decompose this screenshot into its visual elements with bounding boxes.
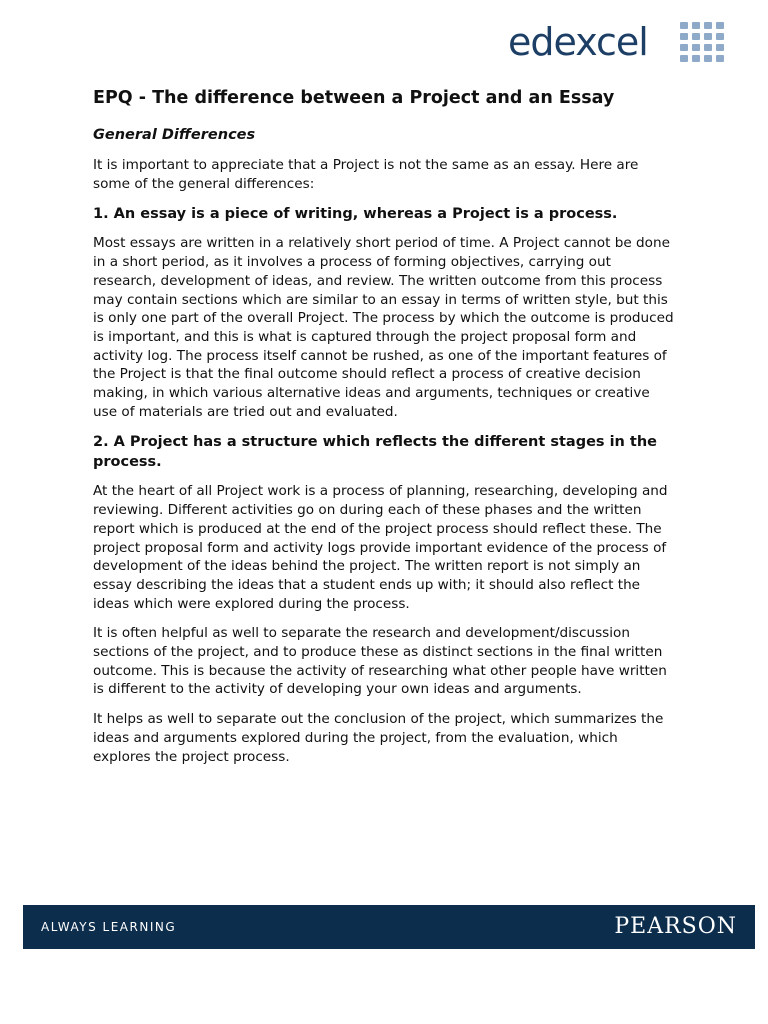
document-title: EPQ - The difference between a Project and an Essay [93, 88, 615, 108]
always-learning-tagline: ALWAYS LEARNING [41, 920, 177, 934]
document-body [93, 86, 678, 777]
section-2-paragraph-2: It is often helpful as well to separate the research and development/discussion sections of the project, and to produce these as distinct sections in the final written outcome. This is because the activity of researching what other people have written is different to the activity of developing your own ideas and arguments. [93, 625, 667, 698]
footer-banner [23, 905, 755, 949]
section-1-heading: 1. An essay is a piece of writing, whereas a Project is a process. [93, 206, 618, 223]
intro-paragraph: It is important to appreciate that a Project is not the same as an essay. Here are some of the general differences: [93, 157, 639, 192]
section-2-paragraph-1: At the heart of all Project work is a process of planning, researching, developing and reviewing. Different activities go on during each of these phases and the written report which is produced at the end of the project process should reflect these. The project proposal form and activity logs provide important evidence of the process of development of the ideas behind the project. The written report is not simply an essay describing the ideas that a student ends up with; it should also reflect the ideas which were explored during the process. [93, 483, 668, 612]
section-2-paragraph-3: It helps as well to separate out the conclusion of the project, which summarizes the ideas and arguments explored during the project, from the evaluation, which explores the project process. [93, 711, 664, 765]
logo-wordmark: edexcel [508, 20, 648, 64]
edexcel-logo [508, 18, 728, 66]
section-2-heading: 2. A Project has a structure which reflects the different stages in the process. [93, 434, 658, 471]
pearson-logo: PEARSON [614, 914, 737, 939]
section-1-paragraph-1: Most essays are written in a relatively short period of time. A Project cannot be done in a short period, as it involves a process of forming objectives, carrying out research, development of ideas, and review. The written outcome from this process may contain sections which are similar to an essay in terms of written style, but this is only one part of the overall Project. The process by which the outcome is produced is important, and this is what is captured through the project proposal form and activity log. The process itself cannot be rushed, as one of the important features of the Project is that the final outcome should reflect a process of creative decision making, in which various alternative ideas and arguments, techniques or creative use of materials are tried out and evaluated. [93, 235, 674, 420]
logo-grid-icon [680, 22, 724, 62]
general-differences-heading: General Differences [93, 127, 256, 143]
